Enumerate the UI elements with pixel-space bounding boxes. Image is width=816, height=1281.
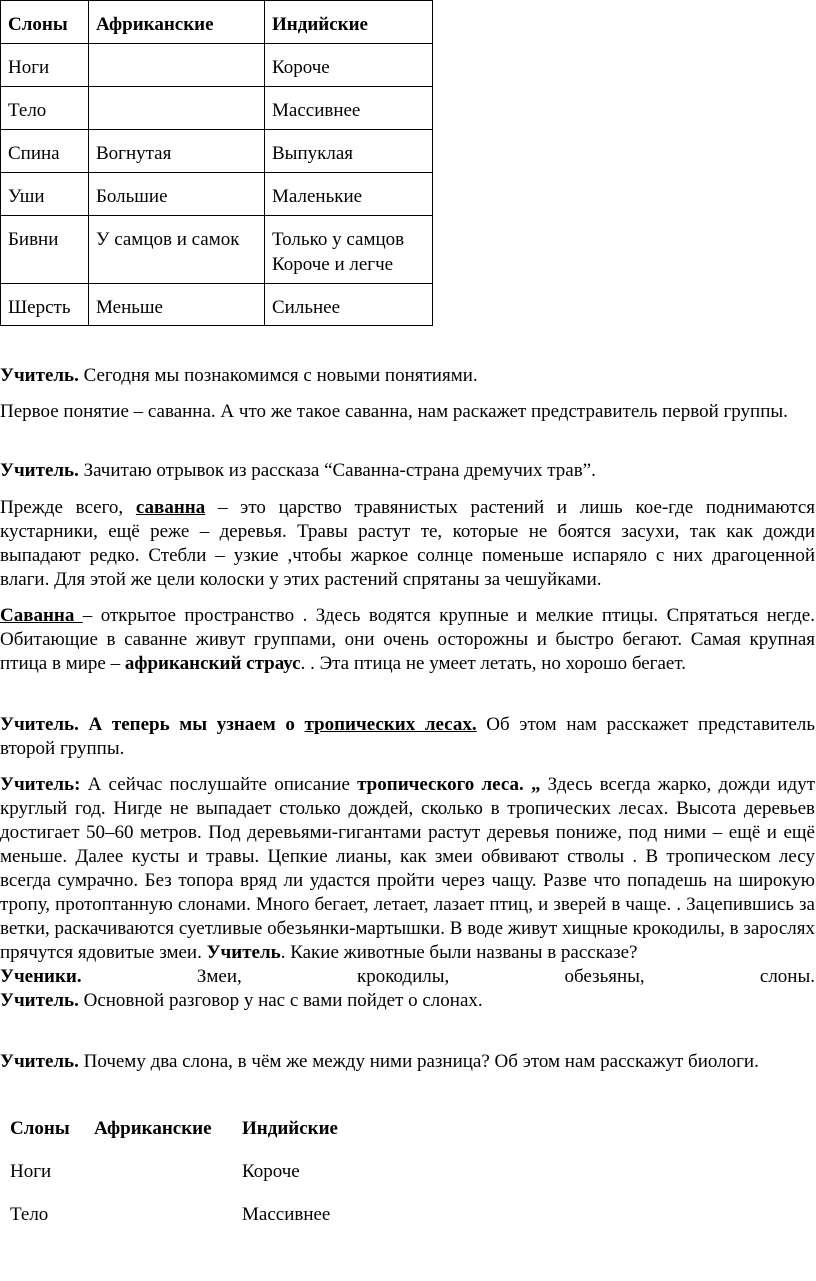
paragraph-text: Основной разговор у нас с вами пойдет о слонах. <box>78 990 483 1011</box>
speaker-label: Учитель. А теперь мы узнаем о <box>0 714 305 735</box>
table-cell: Короче <box>265 44 433 87</box>
paragraph-4 <box>0 496 815 592</box>
paragraph-2 <box>0 400 815 424</box>
table-cell: Сильнее <box>265 284 433 326</box>
table-cell: Спина <box>1 130 89 173</box>
table-cell: Ноги <box>10 1161 52 1182</box>
paragraph-text: – открытое пространство . Здесь водятся крупные и мелкие птицы. Спрятаться негде. Обитающие в саванне живут группами, они очень осторожны и быстро бегают. Самая крупная птица в мире – <box>0 605 815 674</box>
table-cell <box>84 1193 232 1236</box>
speaker-label: Учитель. <box>0 460 79 481</box>
table-cell: Меньше <box>89 284 265 326</box>
speaker-label: Учитель: <box>0 774 81 795</box>
table-cell <box>89 44 265 87</box>
table-row <box>1 87 433 130</box>
table-cell: У самцов и самок <box>89 216 265 284</box>
paragraph-text: Первое понятие – саванна. А что же такое саванна, нам раскажет предстравитель первой группы. <box>0 401 788 422</box>
table-row <box>1 284 433 326</box>
table-header-row <box>0 1107 402 1150</box>
paragraph-text: . Какие животные были названы в рассказе? <box>280 942 638 963</box>
table-cell <box>84 1150 232 1193</box>
table-cell: Массивнее <box>265 87 433 130</box>
term-ostrich: африканский страус <box>124 653 301 674</box>
table-cell: Большие <box>89 173 265 216</box>
table-header-cell: Слоны <box>10 1118 70 1139</box>
table-header-cell: Африканские <box>89 1 265 44</box>
speaker-label: Учитель. <box>0 990 79 1011</box>
table-cell: Маленькие <box>265 173 433 216</box>
term-tropical-forest: тропического леса. „ <box>357 774 541 795</box>
table-cell: Бивни <box>1 216 89 284</box>
paragraph-5 <box>0 604 815 676</box>
paragraph-text: Здесь всегда жарко, дожди идут круглый год. Нигде не выпадает столько дождей, сколько в тропических лесах. Высота деревьев достигает 50–60 метров. Под деревьями-гигантами растут деревья пониже, под ними – ещё и ещё меньше. Далее кусты и травы. Цепкие лианы, как змеи обвивают стволы . В тропическом лесу всегда сумрачно. Без топора вряд ли удастся пройти через чащу. Разве что попадешь на широкую тропу, протоптанную слонами. Много бегает, летает, лазает птиц, и зверей в чаще. . Зацепившись за ветки, раскачиваются суетливые обезьянки-мартышки. В воде живут хищные крокодилы, в зарослях прячутся ядовитые змеи. <box>0 774 816 963</box>
term-tropical-forests: тропических лесах. <box>304 714 477 735</box>
table-row <box>1 44 433 87</box>
paragraph-text: Почему два слона, в чём же между ними разница? Об этом нам расскажут биологи. <box>78 1051 759 1072</box>
paragraph-10 <box>0 1050 780 1074</box>
elephants-comparison-table-2 <box>0 1107 402 1236</box>
table-row <box>1 130 433 173</box>
paragraph-text: Об этом нам расскажет представитель второй группы. <box>0 714 815 759</box>
speaker-label: Учитель. <box>0 1051 79 1072</box>
paragraph-text: Змеи, крокодилы, обезьяны, слоны. <box>81 966 815 987</box>
table-header-cell: Индийские <box>242 1118 338 1139</box>
paragraph-6 <box>0 713 815 761</box>
term-savanna: Саванна <box>0 605 83 626</box>
table-row <box>0 1150 402 1193</box>
table-cell <box>265 216 433 284</box>
table-cell: Короче <box>242 1161 300 1182</box>
paragraph-text: . . Эта птица не умеет летать, но хорошо бегает. <box>300 653 686 674</box>
table-header-row <box>1 1 433 44</box>
table-row <box>1 173 433 216</box>
table-cell-line: Короче и легче <box>272 254 394 275</box>
table-cell <box>89 87 265 130</box>
paragraph-text: А сейчас послушайте описание <box>80 774 358 795</box>
table-cell: Вогнутая <box>89 130 265 173</box>
paragraph-text: – это царство травянистых растений и лишь кое-где поднимаются кустарники, ещё реже – деревья. Травы растут те, которые не боятся засухи, так как дожди выпадают редко. Стебли – узкие ,чтобы жаркое солнце поменьше испаряло с них драгоценной влаги. Для этой же цели колоски у этих растений спрятаны за чешуйками. <box>0 497 815 590</box>
table-row <box>1 216 433 284</box>
table-row <box>0 1193 402 1236</box>
speaker-label: Учитель <box>206 942 281 963</box>
table-cell-line: Только у самцов <box>272 229 405 250</box>
table-header-cell: Индийские <box>265 1 433 44</box>
table-cell: Выпуклая <box>265 130 433 173</box>
table-cell: Шерсть <box>1 284 89 326</box>
paragraph-text: Сегодня мы познакомимся с новыми понятиями. <box>78 365 478 386</box>
table-cell: Массивнее <box>242 1204 331 1225</box>
speaker-label: Ученики. <box>0 966 82 987</box>
table-cell: Ноги <box>1 44 89 87</box>
paragraph-3 <box>0 459 815 483</box>
table-header-cell: Африканские <box>94 1118 212 1139</box>
speaker-label: Учитель. <box>0 365 79 386</box>
table-header-cell: Слоны <box>1 1 89 44</box>
paragraph-text: Прежде всего, <box>0 497 136 518</box>
elephants-comparison-table <box>0 0 433 326</box>
table-cell: Уши <box>1 173 89 216</box>
table-cell: Тело <box>1 87 89 130</box>
term-savanna: саванна <box>135 497 206 518</box>
paragraph-text: Зачитаю отрывок из рассказа “Саванна-страна дремучих трав”. <box>78 460 596 481</box>
paragraph-1 <box>0 364 815 388</box>
paragraph-7 <box>0 773 815 1013</box>
table-cell: Тело <box>10 1204 49 1225</box>
